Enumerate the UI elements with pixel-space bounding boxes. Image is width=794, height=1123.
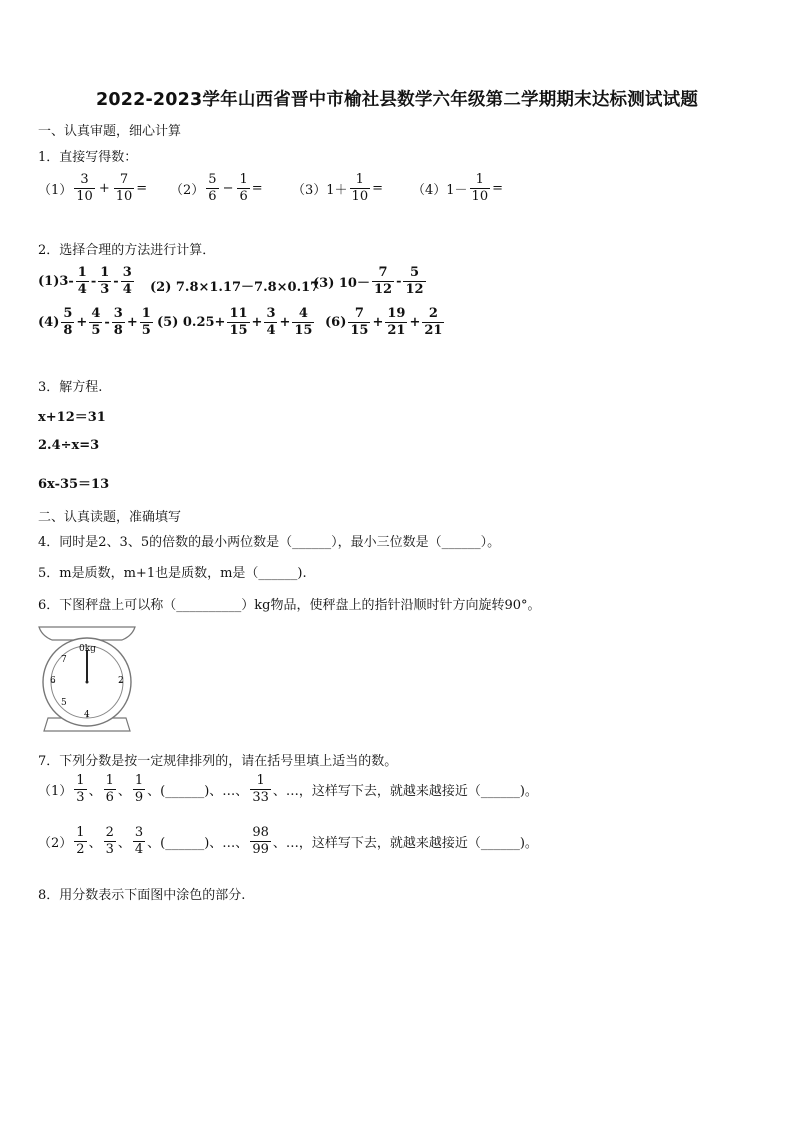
fraction xyxy=(76,265,89,298)
q2-expr-4 xyxy=(38,306,155,339)
q6-text: 6．下图秤盘上可以称（__________）kg物品，使秤盘上的指针沿顺时针方向旋转90°。 xyxy=(38,598,541,613)
equals: = xyxy=(372,181,383,196)
numerator: 1 xyxy=(100,265,110,280)
fraction xyxy=(74,172,95,205)
numerator: 3 xyxy=(80,172,89,187)
numerator: 98 xyxy=(252,825,269,840)
numerator: 3 xyxy=(134,825,144,840)
q3-equation-2: 2.4÷x=3 xyxy=(38,438,100,453)
numerator: 1 xyxy=(105,773,114,788)
operator: - xyxy=(113,274,119,289)
numerator: 7 xyxy=(378,265,388,280)
fraction xyxy=(89,306,102,339)
denominator: 21 xyxy=(424,323,443,338)
numerator: 4 xyxy=(91,306,101,321)
fraction xyxy=(104,825,116,858)
denominator: 10 xyxy=(76,189,93,204)
fraction xyxy=(372,265,394,298)
q3-equation-1: x+12＝31 xyxy=(38,410,106,425)
fraction xyxy=(114,172,135,205)
fraction xyxy=(121,265,134,298)
fraction xyxy=(133,825,145,858)
numerator: 5 xyxy=(208,172,217,187)
numerator: 1 xyxy=(76,825,85,840)
fraction xyxy=(61,306,74,339)
denominator: 6 xyxy=(208,189,217,204)
operator: + xyxy=(98,181,110,196)
numerator: 7 xyxy=(354,306,364,321)
fraction xyxy=(74,825,86,858)
expr-text: (2) 7.8×1.17－7.8×0.17 xyxy=(150,280,320,295)
denominator: 5 xyxy=(141,323,151,338)
scale-label-5: 5 xyxy=(61,698,67,708)
operator: + xyxy=(126,315,138,330)
expr-prefix: (4) xyxy=(38,315,60,330)
fraction xyxy=(422,306,444,339)
denominator: 10 xyxy=(351,189,369,204)
denominator: 9 xyxy=(134,790,144,805)
fraction xyxy=(206,172,218,205)
denominator: 3 xyxy=(100,282,110,297)
denominator: 8 xyxy=(63,323,73,338)
numerator: 3 xyxy=(113,306,123,321)
q2-expr-5 xyxy=(157,306,316,339)
q1-item-2 xyxy=(170,172,263,205)
separator: 、 xyxy=(117,836,131,851)
numerator: 1 xyxy=(141,306,151,321)
scale-label-6: 6 xyxy=(50,676,56,686)
fraction xyxy=(133,773,145,806)
section2-heading: 二、认真读题，准确填写 xyxy=(38,510,182,525)
equals: = xyxy=(251,181,263,196)
denominator: 5 xyxy=(91,323,101,338)
fraction xyxy=(104,773,116,806)
denominator: 8 xyxy=(113,323,123,338)
fraction xyxy=(250,773,271,806)
q3-equation-3: 6x-35＝13 xyxy=(38,477,110,492)
q1-item-3 xyxy=(292,172,383,205)
numerator: 4 xyxy=(298,306,308,321)
denominator: 21 xyxy=(387,323,406,338)
numerator: 3 xyxy=(122,265,132,280)
numerator: 3 xyxy=(266,306,276,321)
q7-row-2 xyxy=(38,825,538,858)
separator: 、 xyxy=(88,836,102,851)
q1-item-1 xyxy=(38,172,147,205)
denominator: 4 xyxy=(77,282,87,297)
separator: 、 xyxy=(88,784,102,799)
separator: 、 xyxy=(117,784,131,799)
operator: - xyxy=(396,274,402,289)
numerator: 7 xyxy=(119,172,129,187)
equals: = xyxy=(136,181,148,196)
denominator: 12 xyxy=(373,282,393,297)
q1-item-4 xyxy=(412,172,503,205)
expr-prefix: (1)3- xyxy=(38,274,74,289)
numerator: 1 xyxy=(76,773,85,788)
operator: + xyxy=(279,315,291,330)
numerator: 1 xyxy=(355,172,364,187)
fraction xyxy=(350,172,371,205)
operator: + xyxy=(251,315,263,330)
numerator: 1 xyxy=(77,265,87,280)
denominator: 6 xyxy=(105,790,114,805)
section1-heading: 一、认真审题，细心计算 xyxy=(38,124,182,139)
denominator: 4 xyxy=(122,282,132,297)
fraction xyxy=(264,306,277,339)
q3-label: 3．解方程. xyxy=(38,380,103,395)
operator: − xyxy=(222,181,234,196)
fraction xyxy=(348,306,370,339)
operator: - xyxy=(90,274,97,289)
row-middle: 、(______)、…、 xyxy=(147,836,249,851)
fraction xyxy=(250,825,271,858)
operator: + xyxy=(409,315,421,330)
numerator: 19 xyxy=(387,306,406,321)
scale-label-2: 2 xyxy=(118,676,124,686)
row-prefix: （2） xyxy=(38,836,73,851)
operator: + xyxy=(372,315,384,330)
fraction xyxy=(470,172,491,205)
denominator: 12 xyxy=(405,282,424,297)
denominator: 10 xyxy=(115,189,133,204)
numerator: 2 xyxy=(428,306,438,321)
q7-row-1 xyxy=(38,773,538,806)
fraction xyxy=(227,306,249,339)
row-middle: 、(______)、…、 xyxy=(147,784,249,799)
denominator: 2 xyxy=(76,842,85,857)
q4-text: 4．同时是2、3、5的倍数的最小两位数是（______），最小三位数是（______）。 xyxy=(38,535,501,550)
expr-prefix: (6) xyxy=(325,315,347,330)
row-prefix: （1） xyxy=(38,784,73,799)
q1-item-1-prefix: （1） xyxy=(38,183,73,198)
q1-item-3-prefix: （3）1＋ xyxy=(292,183,348,198)
row-tail: 、…，这样写下去，就越来越接近（______)。 xyxy=(272,784,538,799)
q2-expr-1 xyxy=(38,265,136,298)
numerator: 1 xyxy=(475,172,484,187)
q2-expr-2 xyxy=(150,276,319,295)
numerator: 5 xyxy=(409,265,420,280)
denominator: 99 xyxy=(252,842,269,857)
denominator: 10 xyxy=(471,189,489,204)
denominator: 33 xyxy=(252,790,269,805)
q2-label: 2．选择合理的方法进行计算． xyxy=(38,243,216,258)
fraction xyxy=(140,306,153,339)
denominator: 4 xyxy=(266,323,276,338)
fraction xyxy=(237,172,249,205)
denominator: 15 xyxy=(229,323,248,338)
operator: + xyxy=(76,315,88,330)
q2-expr-6 xyxy=(325,306,446,339)
q1-item-4-prefix: （4）1－ xyxy=(412,183,468,198)
operator: - xyxy=(104,315,110,330)
expr-prefix: (5) 0.25+ xyxy=(157,315,226,330)
denominator: 15 xyxy=(294,323,313,338)
fraction xyxy=(292,306,314,339)
row-tail: 、…，这样写下去，就越来越接近（______)。 xyxy=(272,836,538,851)
denominator: 15 xyxy=(350,323,369,338)
page-title: 2022-2023学年山西省晋中市榆社县数学六年级第二学期期末达标测试试题 xyxy=(95,90,699,110)
scale-figure xyxy=(36,622,138,734)
q1-item-2-prefix: （2） xyxy=(170,183,205,198)
fraction xyxy=(98,265,111,298)
expr-prefix: (3) 10－ xyxy=(313,276,370,291)
fraction xyxy=(112,306,125,339)
q2-expr-3 xyxy=(313,265,428,298)
denominator: 3 xyxy=(76,790,85,805)
q8-text: 8．用分数表示下面图中涂色的部分. xyxy=(38,888,246,903)
q5-text: 5．m是质数，m+1也是质数，m是（______). xyxy=(38,566,307,581)
numerator: 1 xyxy=(239,172,248,187)
scale-label-4: 4 xyxy=(84,710,90,720)
denominator: 6 xyxy=(239,189,248,204)
numerator: 5 xyxy=(63,306,73,321)
fraction xyxy=(403,265,425,298)
denominator: 4 xyxy=(134,842,144,857)
numerator: 1 xyxy=(134,773,144,788)
q1-label: 1．直接写得数： xyxy=(38,150,138,165)
scale-label-7: 7 xyxy=(61,655,67,665)
scale-label-0kg: 0kg xyxy=(79,644,96,654)
q7-label: 7．下列分数是按一定规律排列的，请在括号里填上适当的数。 xyxy=(38,754,398,769)
denominator: 3 xyxy=(105,842,114,857)
equals: = xyxy=(492,181,503,196)
numerator: 11 xyxy=(229,306,248,321)
numerator: 1 xyxy=(256,773,265,788)
numerator: 2 xyxy=(105,825,114,840)
fraction xyxy=(385,306,407,339)
fraction xyxy=(74,773,86,806)
